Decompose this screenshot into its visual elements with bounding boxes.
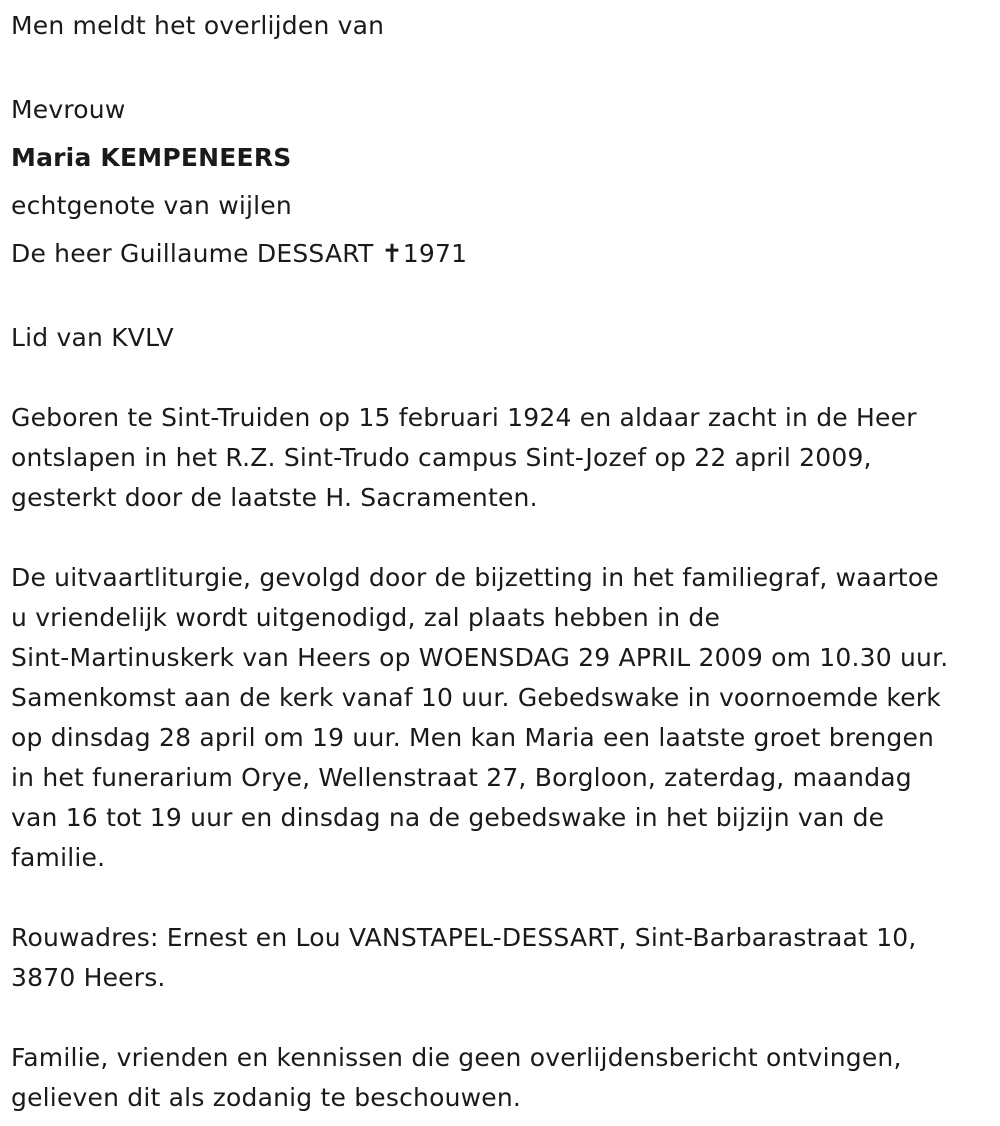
membership-text: Lid van KVLV bbox=[11, 323, 174, 352]
paragraph-line: 3870 Heers. bbox=[11, 963, 166, 992]
paragraph-line: gesterkt door de laatste H. Sacramenten. bbox=[11, 483, 538, 512]
closing-paragraph bbox=[11, 1038, 1000, 1118]
spacer bbox=[11, 518, 1000, 558]
spacer bbox=[11, 358, 1000, 398]
spacer bbox=[11, 998, 1000, 1038]
birth-death-paragraph bbox=[11, 398, 1000, 518]
paragraph-line: op dinsdag 28 april om 19 uur. Men kan Maria een laatste groet brengen bbox=[11, 723, 935, 752]
spouse-name: De heer Guillaume DESSART ✝1971 bbox=[11, 239, 468, 268]
funeral-paragraph bbox=[11, 558, 1000, 878]
paragraph-line: gelieven dit als zodanig te beschouwen. bbox=[11, 1083, 522, 1112]
paragraph-line: Samenkomst aan de kerk vanaf 10 uur. Gebedswake in voornoemde kerk bbox=[11, 683, 941, 712]
spouse-intro: echtgenote van wijlen bbox=[11, 191, 292, 220]
paragraph-line: u vriendelijk wordt uitgenodigd, zal plaats hebben in de bbox=[11, 603, 721, 632]
spacer bbox=[11, 878, 1000, 918]
spacer bbox=[11, 278, 1000, 318]
paragraph-line: van 16 tot 19 uur en dinsdag na de gebedswake in het bijzijn van de bbox=[11, 803, 885, 832]
intro-text: Men meldt het overlijden van bbox=[11, 11, 385, 40]
deceased-name: Maria KEMPENEERS bbox=[11, 143, 292, 172]
paragraph-line: Sint-Martinuskerk van Heers op WOENSDAG 29 APRIL 2009 om 10.30 uur. bbox=[11, 643, 949, 672]
paragraph-line: Familie, vrienden en kennissen die geen overlijdensbericht ontvingen, bbox=[11, 1043, 902, 1072]
spacer bbox=[11, 46, 1000, 86]
paragraph-line: familie. bbox=[11, 843, 106, 872]
address-paragraph bbox=[11, 918, 1000, 998]
title-line: Mevrouw bbox=[11, 95, 126, 124]
paragraph-line: ontslapen in het R.Z. Sint-Trudo campus Sint-Jozef op 22 april 2009, bbox=[11, 443, 872, 472]
paragraph-line: Rouwadres: Ernest en Lou VANSTAPEL-DESSART, Sint-Barbarastraat 10, bbox=[11, 923, 917, 952]
paragraph-line: in het funerarium Orye, Wellenstraat 27, Borgloon, zaterdag, maandag bbox=[11, 763, 912, 792]
paragraph-line: De uitvaartliturgie, gevolgd door de bijzetting in het familiegraf, waartoe bbox=[11, 563, 939, 592]
paragraph-line: Geboren te Sint-Truiden op 15 februari 1924 en aldaar zacht in de Heer bbox=[11, 403, 917, 432]
